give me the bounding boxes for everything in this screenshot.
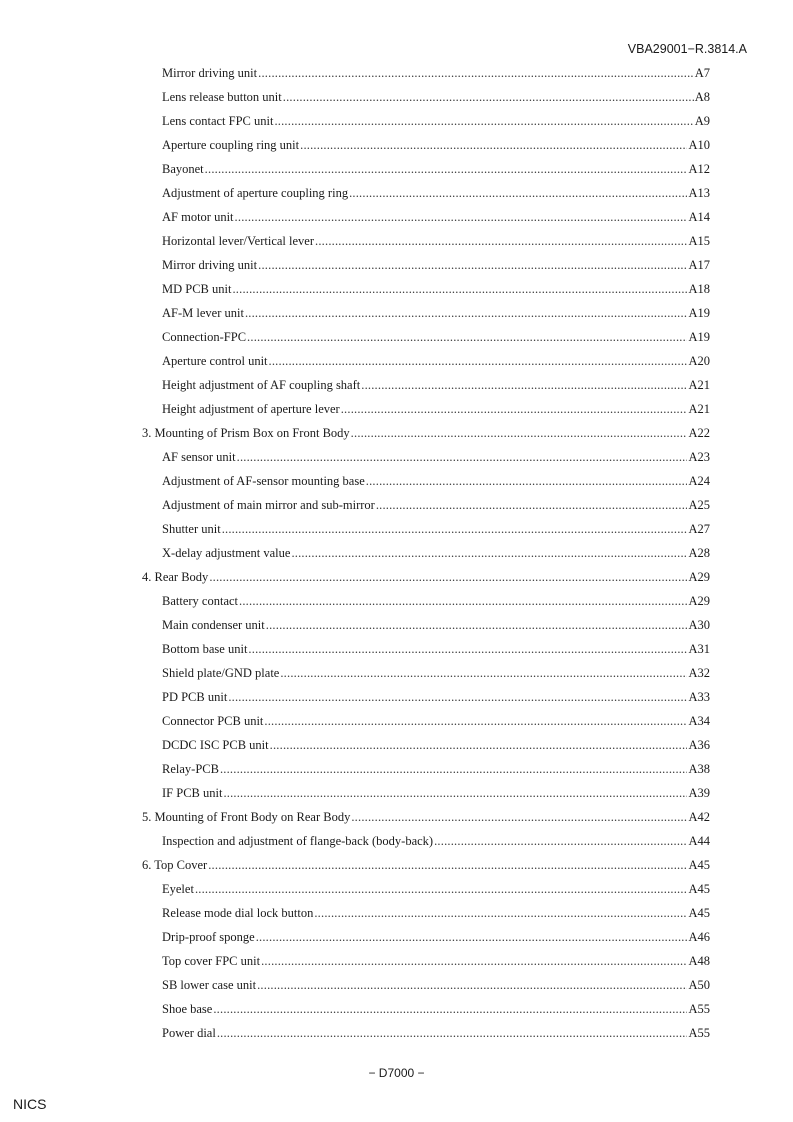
toc-entry-title: IF PCB unit xyxy=(162,786,223,800)
toc-entry[interactable] xyxy=(0,255,710,275)
toc-dot-leader xyxy=(366,471,688,491)
toc-entry[interactable] xyxy=(0,639,710,659)
toc-dot-leader xyxy=(341,399,688,419)
toc-dot-leader xyxy=(376,495,688,515)
toc-dot-leader xyxy=(434,831,687,851)
toc-entry-title: Release mode dial lock button xyxy=(162,906,314,920)
toc-dot-leader xyxy=(300,135,687,155)
toc-entry-title: Lens contact FPC unit xyxy=(162,114,274,128)
toc-entry-page: A42 xyxy=(688,810,710,824)
toc-entry[interactable] xyxy=(0,231,710,251)
toc-entry[interactable] xyxy=(0,831,710,851)
toc-section-entry[interactable] xyxy=(0,807,710,827)
toc-dot-leader xyxy=(270,735,688,755)
toc-entry-page: A15 xyxy=(688,234,710,248)
toc-entry[interactable] xyxy=(0,591,710,611)
toc-entry[interactable] xyxy=(0,351,710,371)
toc-entry[interactable] xyxy=(0,279,710,299)
toc-entry-page: A39 xyxy=(688,786,710,800)
toc-entry-page: A10 xyxy=(688,138,710,152)
toc-entry-page: A25 xyxy=(688,498,710,512)
toc-dot-leader xyxy=(223,783,687,803)
toc-entry-title: Bayonet xyxy=(162,162,204,176)
toc-entry[interactable] xyxy=(0,135,710,155)
toc-entry-page: A48 xyxy=(688,954,710,968)
toc-entry-title: Inspection and adjustment of flange-back (body-back) xyxy=(162,834,434,848)
toc-entry-title: Shoe base xyxy=(162,1002,213,1016)
toc-dot-leader xyxy=(274,111,693,131)
toc-entry-title: Aperture coupling ring unit xyxy=(162,138,300,152)
toc-entry-title: Mirror driving unit xyxy=(162,66,258,80)
toc-entry-title: Bottom base unit xyxy=(162,642,248,656)
toc-dot-leader xyxy=(248,639,687,659)
toc-entry-title: Mirror driving unit xyxy=(162,258,258,272)
toc-entry[interactable] xyxy=(0,999,710,1019)
toc-entry-title: Connector PCB unit xyxy=(162,714,264,728)
toc-dot-leader xyxy=(235,207,688,227)
toc-dot-leader xyxy=(315,231,687,251)
toc-entry-page: A21 xyxy=(688,402,710,416)
toc-dot-leader xyxy=(258,255,687,275)
toc-entry[interactable] xyxy=(0,615,710,635)
toc-dot-leader xyxy=(258,63,694,83)
toc-entry[interactable] xyxy=(0,663,710,683)
toc-entry-page: A36 xyxy=(688,738,710,752)
toc-dot-leader xyxy=(213,999,687,1019)
toc-dot-leader xyxy=(220,759,688,779)
toc-entry-title: Adjustment of aperture coupling ring xyxy=(162,186,349,200)
toc-entry-page: A29 xyxy=(688,594,710,608)
toc-entry[interactable] xyxy=(0,183,710,203)
toc-entry-page: A45 xyxy=(688,858,710,872)
toc-dot-leader xyxy=(264,711,687,731)
toc-entry[interactable] xyxy=(0,375,710,395)
toc-entry-page: A23 xyxy=(688,450,710,464)
toc-entry-title: Adjustment of main mirror and sub-mirror xyxy=(162,498,375,512)
toc-dot-leader xyxy=(222,519,688,539)
toc-entry[interactable] xyxy=(0,519,710,539)
toc-entry-page: A55 xyxy=(688,1002,710,1016)
toc-entry-title: Top cover FPC unit xyxy=(162,954,261,968)
toc-entry-page: A45 xyxy=(688,882,710,896)
toc-entry[interactable] xyxy=(0,759,710,779)
toc-dot-leader xyxy=(208,855,687,875)
toc-dot-leader xyxy=(237,447,688,467)
toc-entry[interactable] xyxy=(0,87,710,107)
toc-entry-page: A20 xyxy=(688,354,710,368)
page-footer: − D7000 − xyxy=(368,1066,425,1080)
toc-dot-leader xyxy=(291,543,687,563)
toc-dot-leader xyxy=(256,927,688,947)
toc-dot-leader xyxy=(205,159,688,179)
toc-entry-title: Connection-FPC xyxy=(162,330,247,344)
toc-dot-leader xyxy=(351,423,688,443)
toc-entry-page: A13 xyxy=(688,186,710,200)
toc-entry[interactable] xyxy=(0,207,710,227)
toc-entry-page: A18 xyxy=(688,282,710,296)
toc-entry-title: Lens release button unit xyxy=(162,90,282,104)
toc-dot-leader xyxy=(361,375,687,395)
toc-dot-leader xyxy=(217,1023,688,1043)
toc-entry[interactable] xyxy=(0,975,710,995)
brand-fragment: NICS xyxy=(13,1096,47,1112)
toc-entry-page: A46 xyxy=(688,930,710,944)
toc-entry-page: A14 xyxy=(688,210,710,224)
toc-section-entry[interactable] xyxy=(0,423,710,443)
toc-entry-page: A28 xyxy=(688,546,710,560)
toc-entry-page: A8 xyxy=(694,90,710,104)
toc-entry-title: 4. Rear Body xyxy=(142,570,209,584)
toc-entry-page: A29 xyxy=(688,570,710,584)
toc-entry-title: DCDC ISC PCB unit xyxy=(162,738,269,752)
toc-entry-title: 5. Mounting of Front Body on Rear Body xyxy=(142,810,351,824)
toc-entry-page: A30 xyxy=(688,618,710,632)
toc-dot-leader xyxy=(280,663,687,683)
toc-entry-page: A24 xyxy=(688,474,710,488)
toc-entry[interactable] xyxy=(0,951,710,971)
toc-dot-leader xyxy=(228,687,687,707)
toc-dot-leader xyxy=(257,975,687,995)
toc-entry-title: MD PCB unit xyxy=(162,282,232,296)
toc-entry-page: A17 xyxy=(688,258,710,272)
toc-entry-title: Power dial xyxy=(162,1026,216,1040)
toc-entry-page: A12 xyxy=(688,162,710,176)
toc-entry[interactable] xyxy=(0,63,710,83)
toc-dot-leader xyxy=(314,903,687,923)
toc-entry-title: Aperture control unit xyxy=(162,354,268,368)
toc-entry-page: A50 xyxy=(688,978,710,992)
toc-entry-title: AF sensor unit xyxy=(162,450,236,464)
toc-dot-leader xyxy=(247,327,687,347)
toc-entry[interactable] xyxy=(0,783,710,803)
toc-entry-title: Battery contact xyxy=(162,594,239,608)
toc-entry[interactable] xyxy=(0,471,710,491)
toc-entry-page: A27 xyxy=(688,522,710,536)
toc-dot-leader xyxy=(232,279,687,299)
toc-entry-title: Adjustment of AF-sensor mounting base xyxy=(162,474,365,488)
toc-entry-page: A55 xyxy=(688,1026,710,1040)
toc-dot-leader xyxy=(349,183,687,203)
toc-entry[interactable] xyxy=(0,111,710,131)
toc-dot-leader xyxy=(261,951,687,971)
toc-dot-leader xyxy=(283,87,694,107)
toc-entry-title: Height adjustment of AF coupling shaft xyxy=(162,378,361,392)
toc-dot-leader xyxy=(351,807,687,827)
toc-entry[interactable] xyxy=(0,711,710,731)
toc-entry-page: A19 xyxy=(688,330,710,344)
toc-entry-title: Main condenser unit xyxy=(162,618,265,632)
toc-entry-title: X-delay adjustment value xyxy=(162,546,291,560)
toc-section-entry[interactable] xyxy=(0,567,710,587)
toc-entry[interactable] xyxy=(0,927,710,947)
toc-entry-page: A44 xyxy=(688,834,710,848)
toc-dot-leader xyxy=(239,591,687,611)
toc-dot-leader xyxy=(269,351,688,371)
toc-entry-title: Relay-PCB xyxy=(162,762,219,776)
toc-entry-page: A7 xyxy=(694,66,710,80)
toc-entry-page: A31 xyxy=(688,642,710,656)
toc-entry[interactable] xyxy=(0,327,710,347)
toc-entry-page: A22 xyxy=(688,426,710,440)
toc-entry-title: Height adjustment of aperture lever xyxy=(162,402,340,416)
toc-entry-page: A34 xyxy=(688,714,710,728)
toc-entry[interactable] xyxy=(0,159,710,179)
toc-entry-page: A45 xyxy=(688,906,710,920)
toc-entry[interactable] xyxy=(0,399,710,419)
toc-entry[interactable] xyxy=(0,543,710,563)
toc-entry-title: PD PCB unit xyxy=(162,690,228,704)
toc-entry[interactable] xyxy=(0,495,710,515)
toc-entry[interactable] xyxy=(0,447,710,467)
toc-entry-title: AF motor unit xyxy=(162,210,234,224)
toc-entry[interactable] xyxy=(0,879,710,899)
toc-entry-title: Shield plate/GND plate xyxy=(162,666,280,680)
toc-entry-page: A9 xyxy=(694,114,710,128)
toc-entry-page: A21 xyxy=(688,378,710,392)
toc-dot-leader xyxy=(245,303,688,323)
toc-dot-leader xyxy=(209,567,687,587)
toc-entry[interactable] xyxy=(0,303,710,323)
toc-entry[interactable] xyxy=(0,735,710,755)
toc-entry[interactable] xyxy=(0,1023,710,1043)
toc-entry-page: A32 xyxy=(688,666,710,680)
toc-entry-page: A33 xyxy=(688,690,710,704)
toc-entry-title: 3. Mounting of Prism Box on Front Body xyxy=(142,426,350,440)
toc-entry-page: A19 xyxy=(688,306,710,320)
toc-entry-page: A38 xyxy=(688,762,710,776)
toc-entry-title: Shutter unit xyxy=(162,522,221,536)
toc-entry-title: Drip-proof sponge xyxy=(162,930,255,944)
toc-entry-title: Horizontal lever/Vertical lever xyxy=(162,234,315,248)
toc-entry-title: Eyelet xyxy=(162,882,194,896)
toc-entry-title: 6. Top Cover xyxy=(142,858,208,872)
toc-section-entry[interactable] xyxy=(0,855,710,875)
toc-entry-title: AF-M lever unit xyxy=(162,306,244,320)
toc-dot-leader xyxy=(266,615,688,635)
toc-entry[interactable] xyxy=(0,687,710,707)
toc-entry-title: SB lower case unit xyxy=(162,978,257,992)
document-code: VBA29001−R.3814.A xyxy=(627,42,747,56)
toc-dot-leader xyxy=(195,879,688,899)
toc-entry[interactable] xyxy=(0,903,710,923)
